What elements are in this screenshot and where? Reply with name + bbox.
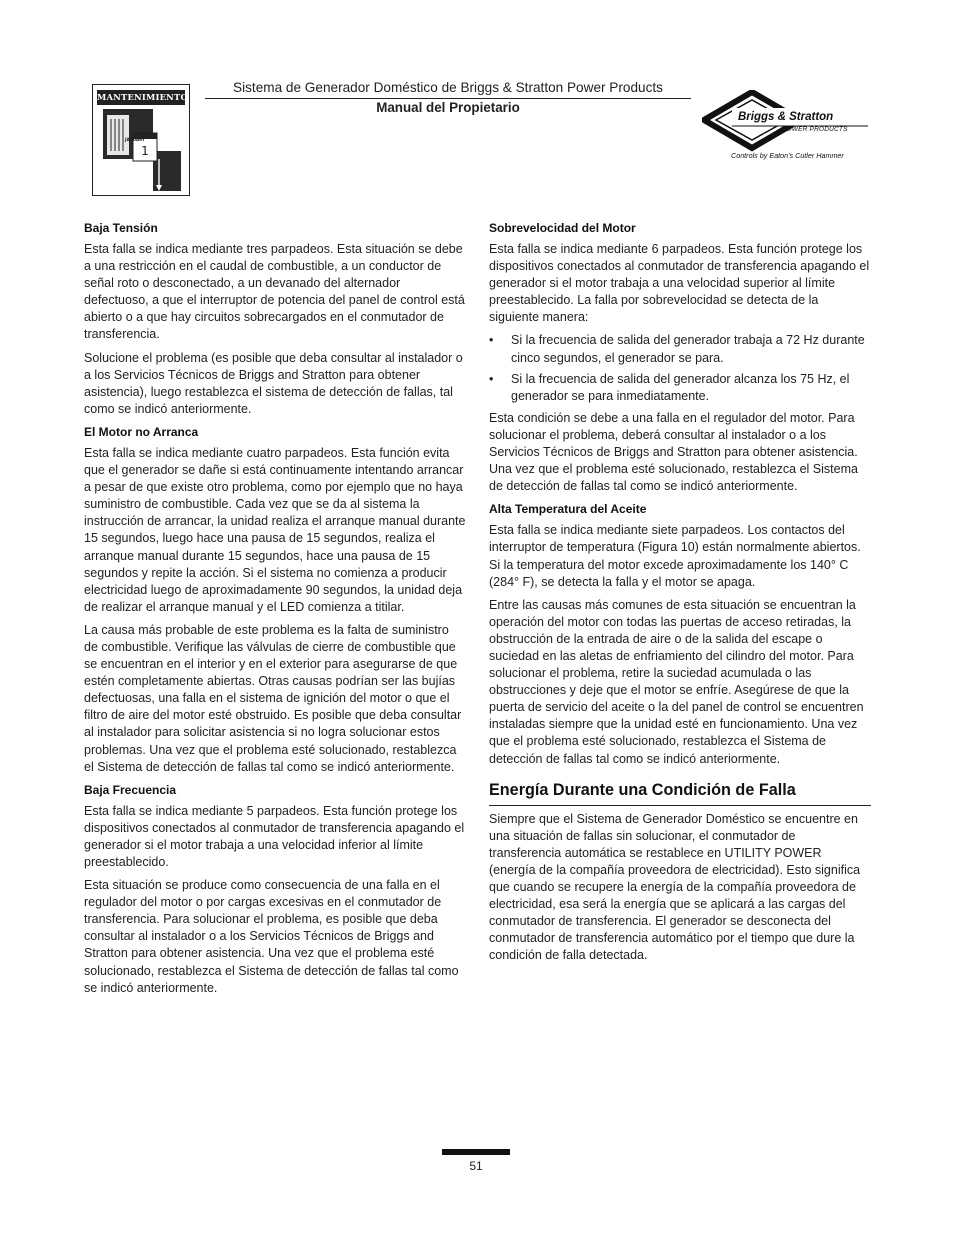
right-column [489, 220, 871, 970]
paragraph: Esta condición se debe a una falla en el regulador del motor. Para solucionar el problema, deberá consultar al instalador o a los Servicios Técnicos de Briggs and Stratton para obtener asistencia. Una vez que el problema esté solucionado, restablezca el Sistema de detección de fallas tal como se indicó anteriormente. [489, 410, 858, 494]
document-subtitle: Manual del Propietario [376, 100, 520, 115]
list-item [489, 371, 871, 405]
maintenance-badge [92, 84, 190, 196]
section-heading-baja-tension: Baja Tensión [84, 221, 158, 235]
paragraph: Esta falla se indica mediante siete parpadeos. Los contactos del interruptor de temperatura (Figura 10) están normalmente abiertos. Si la temperatura del motor excede aproximadamente los 140° C (284° F), se detecta la falla y el motor se apaga. [489, 523, 861, 589]
section-divider [489, 805, 871, 806]
svg-text:1: 1 [141, 144, 149, 158]
section-heading-motor-no-arranca: El Motor no Arranca [84, 424, 199, 439]
paragraph: Solucione el problema (es posible que deba consultar al instalador o a los Servicios Técnicos de Briggs and Stratton para obtener asistencia), luego restablezca el sistema de detección de fallas, tal como se indicó anteriormente. [84, 350, 463, 416]
calendar-label: JANUARY [125, 137, 145, 142]
paragraph: La causa más probable de este problema es la falta de suministro de combustible. Verifique las válvulas de cierre de combustible que se encuentran en el interior y en el exterior para asegurarse de que estén completamente abiertas. Otras causas podrían ser las bujías defectuosas, una falla en el sistema de ignición del motor o que el filtro de aire del motor esté obstruido. Es posible que deba consultar al instalador para solicitar asistencia si no logra solucionar estos problemas. Una vez que el problema esté solucionado, restablezca el Sistema de detección de fallas tal como se indicó anteriormente. [84, 622, 462, 774]
list-item-text: Si la frecuencia de salida del generador alcanza los 75 Hz, el generador se para inmediatamente. [511, 371, 850, 403]
logo-tagline: Controls by Eaton's Cutler Hammer [731, 151, 844, 160]
paragraph: Esta falla se indica mediante 5 parpadeos. Esta función protege los dispositivos conectados al conmutador de transferencia apagando el generador si el motor trabaja a una velocidad inferior al límite preestablecido. [84, 803, 465, 869]
badge-label: MANTENIMIENTO [97, 90, 185, 105]
paragraph: Siempre que el Sistema de Generador Doméstico se encuentre en una situación de fallas sin solucionar, el conmutador de transferencia automática se restablece en UTILITY POWER (energía de la compañía proveedora de electricidad). Esto significa que cuando se recupere la energía de la compañía proveedora de electricidad, esa será la energía que se aplicará a las cargas del conmutador de transferencia. El generador se desconecta del conmutador de transferencia automático por el tiempo que dure la condición de falla detectada. [489, 811, 861, 963]
page-number: 51 [469, 1159, 483, 1173]
bullet-icon: • [489, 333, 494, 348]
section-heading-baja-frecuencia: Baja Frecuencia [84, 782, 177, 797]
logo-sub-text: POWER PRODUCTS [782, 126, 848, 133]
paragraph: Entre las causas más comunes de esta situación se encuentran la operación del motor con todas las puertas de acceso retiradas, la obstrucción de la entrada de aire o de la salida del escape o suciedad en las aletas de enfriamiento del cilindro del motor. Para solucionar el problema, retire la suciedad acumulada o las obstrucciones y deje que el motor se enfríe. Asegúrese de que la puerta de servicio del aceite o la del panel de control se encuentren instaladas siempre que la unidad esté en funcionamiento. Una vez que el problema esté solucionado, restablezca el Sistema de detección de fallas tal como se indicó anteriormente. [489, 597, 864, 766]
list-item-text: Si la frecuencia de salida del generador trabaja a 72 Hz durante cinco segundos, el generador se para. [511, 333, 865, 365]
paragraph: Esta situación se produce como consecuencia de una falla en el regulador del motor o por cargas excesivas en el conmutador de transferencia. Para solucionar el problema, es posible que deba consultar al instalador o a los Servicios Técnicos de Briggs and Stratton para obtener asistencia. Una vez que el problema esté solucionado, restablezca el Sistema de detección de fallas tal como se indicó anteriormente. [84, 878, 459, 995]
section-heading-alta-temperatura: Alta Temperatura del Aceite [489, 502, 647, 517]
paragraph: Esta falla se indica mediante 6 parpadeos. Esta función protege los dispositivos conectados al conmutador de transferencia apagando el generador si el motor trabaja a una velocidad superior al límite preestablecido. La falla por sobrevelocidad se detecta de la siguiente manera: [489, 242, 870, 325]
left-column [84, 220, 466, 1003]
list-item [489, 332, 871, 366]
section-heading-sobrevelocidad: Sobrevelocidad del Motor [489, 221, 636, 235]
logo-brand-text: Briggs & Stratton [738, 111, 834, 123]
bullet-list [489, 332, 871, 404]
section-title-energia: Energía Durante una Condición de Falla [489, 780, 796, 799]
paragraph: Esta falla se indica mediante tres parpadeos. Esta situación se debe a una restricción en el caudal de combustible, a un conductor de señal roto o desconectado, a un devanado del alternador defectuoso, a que el interruptor de potencia del panel de control está abierto o a que hay circuitos sobrecargados en el conmutador de transferencia. [84, 242, 465, 342]
bullet-icon: • [489, 371, 494, 386]
footer-rule [442, 1154, 510, 1155]
paragraph: Esta falla se indica mediante cuatro parpadeos. Esta función evita que el generador se dañe si está continuamente intentando arrancar a pesar de que existe otro problema, como por ejemplo que no haya suministro de combustible. Cada vez que se da al sistema la instrucción de arrancar, la unidad realiza el arranque manual durante 15 segundos, luego hace una pausa de 15 segundos, realiza el arranque manual durante 15 segundos, hace una pausa de 15 segundos y repite la acción. Si el sistema no comienza a producir electricidad luego de aproximadamente 90 segundos, la unidad deja de realizar el arranque manual y el LED comienza a titilar. [84, 445, 466, 614]
document-title: Sistema de Generador Doméstico de Briggs & Stratton Power Products [233, 80, 663, 95]
